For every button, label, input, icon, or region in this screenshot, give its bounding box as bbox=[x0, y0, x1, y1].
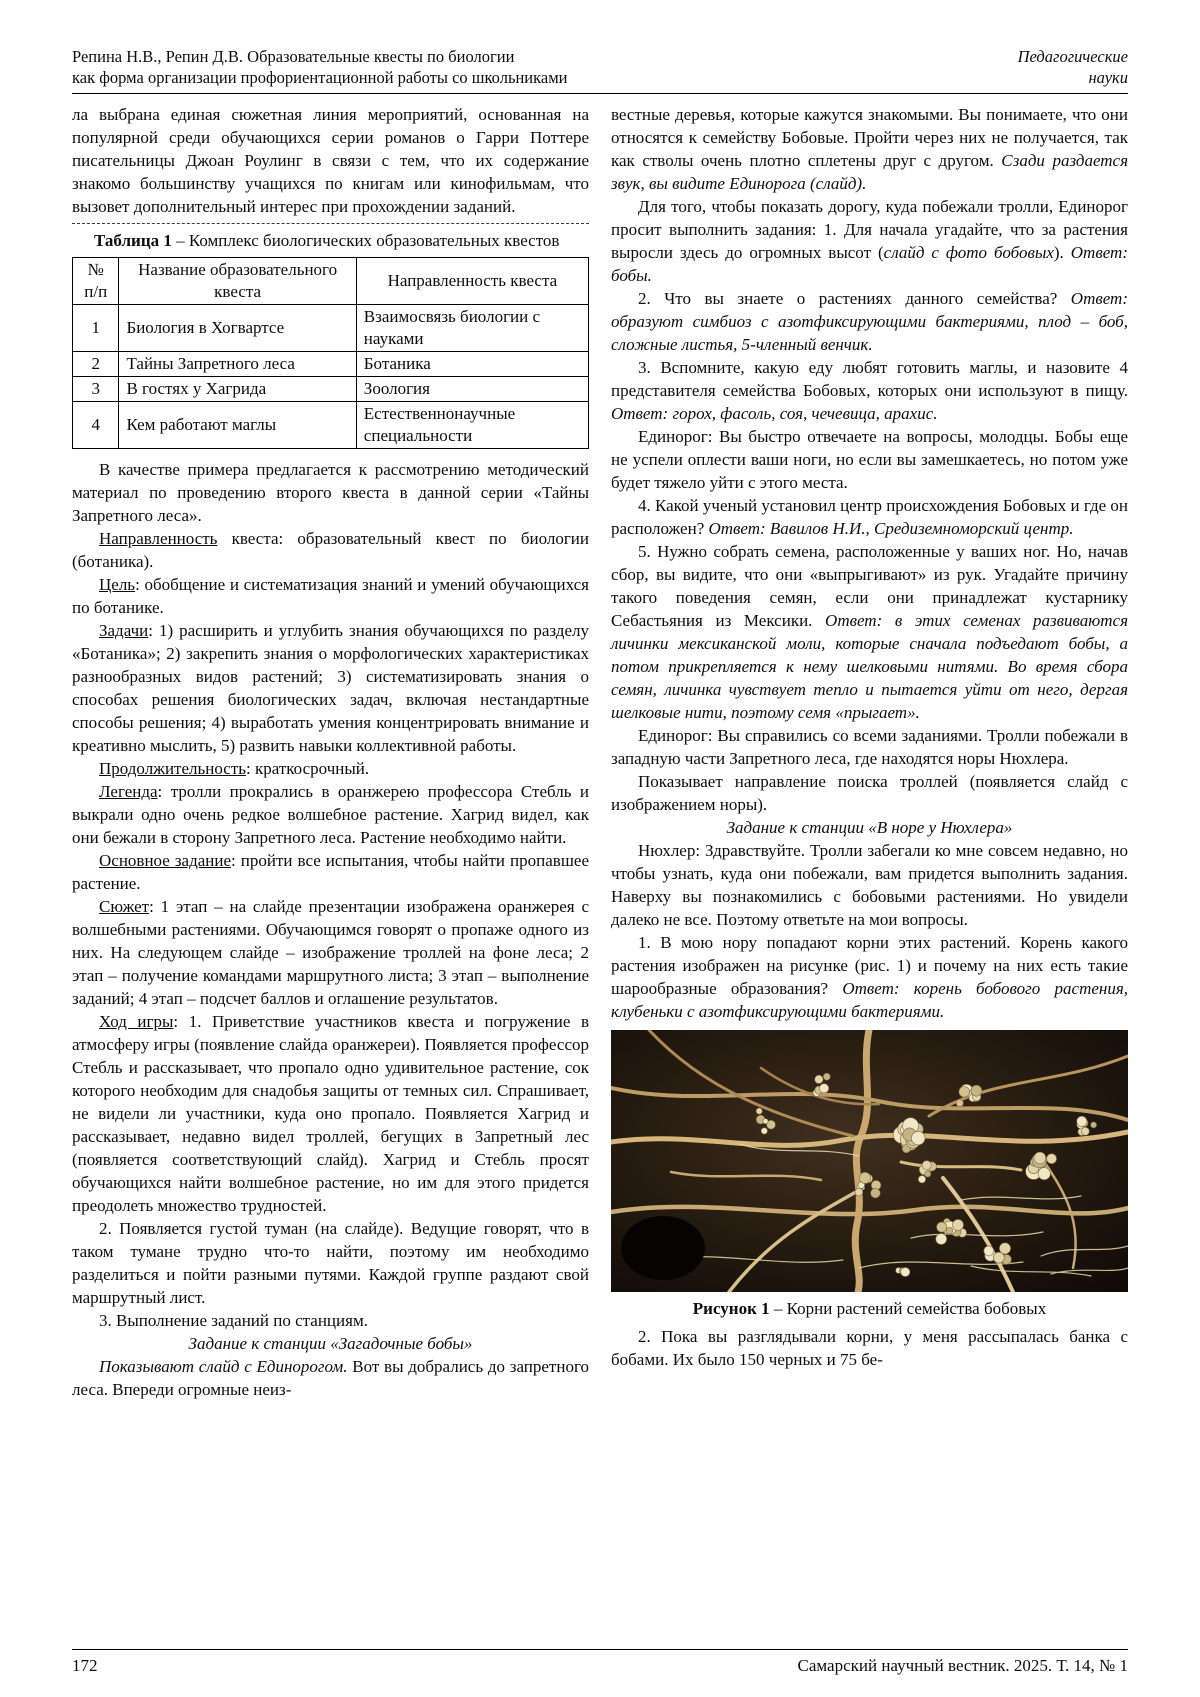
text-run: : 1 этап – на слайде презентации изображена оранжерея с волшебными растениями. Обучающимся говорят о пропаже одного из них. На следующем слайде – изображение троллей на фоне леса; 2 этап – получение командами маршрутного листа; 3 этап – выполнение заданий; 4 этап – подсчет баллов и оглашение результатов. bbox=[72, 897, 589, 1008]
nodule bbox=[871, 1188, 881, 1198]
nodule bbox=[1091, 1122, 1097, 1128]
nodule bbox=[763, 1119, 768, 1124]
table-row bbox=[73, 377, 589, 402]
text-run: Показывает направление поиска троллей (появляется слайд с изображением норы). bbox=[611, 772, 1128, 814]
nodule bbox=[1038, 1168, 1050, 1180]
nodule bbox=[1077, 1116, 1087, 1126]
paragraph bbox=[72, 757, 589, 780]
text-run: Таблица 1 bbox=[94, 231, 172, 250]
text-run: ла выбрана единая сюжетная линия мероприятий, основанная на популярной среди обучающихся серии романов о Гарри Поттере писательницы Джоан Роулинг в связи с тем, что их содержание знакомо большинству учащихся по книгам или кинофильмам, что вызовет дополнительный интерес при прохождении заданий. bbox=[72, 105, 589, 216]
nodule bbox=[815, 1075, 823, 1083]
text-run: 2. Появляется густой туман (на слайде). Ведущие говорят, что в таком тумане трудно что-то найти, поэтому им необходимо разделиться и пойти разными путями. Каждой группе раздают свой маршрутный лист. bbox=[72, 1219, 589, 1307]
paragraph bbox=[72, 1309, 589, 1332]
text-run: 5. Нужно собрать семена, расположенные у ваших ног. Но, начав сбор, вы видите, что они «выпрыгивают» из рук. Угадайте причину такого поведения семян, если они принадлежат кустарнику Себастьяния из Мексики. bbox=[611, 542, 1128, 630]
text-run: слайд с фото бобовых bbox=[883, 243, 1054, 262]
text-run: Основное задание bbox=[99, 851, 232, 870]
text-run: Ответ: бобы. bbox=[611, 243, 1128, 285]
paragraph bbox=[72, 527, 589, 573]
page-footer bbox=[72, 1649, 1128, 1677]
text-run: Сзади раздается звук, вы видите Единорога (слайд). bbox=[611, 151, 1128, 193]
table-cell: В гостях у Хагрида bbox=[119, 377, 356, 402]
text-run: Задачи bbox=[99, 621, 149, 640]
text-run: 2. Пока вы разглядывали корни, у меня рассыпалась банка с бобами. Их было 150 черных и 75 бе- bbox=[611, 1327, 1128, 1369]
paragraph bbox=[72, 458, 589, 527]
text-run: В качестве примера предлагается к рассмотрению методический материал по проведению второго квеста в данной серии «Тайны Запретного леса». bbox=[72, 460, 589, 525]
nodule bbox=[761, 1128, 767, 1134]
text-run: : 1) расширить и углубить знания обучающихся по разделу «Ботаника»; 2) закрепить знания о морфологических характеристиках разнообразных видов растений; 3) систематизировать знания о способах решения биологических задач, включая нестандартные способы решения; 4) выработать умения концентрировать внимание и креативно мыслить, 5) развить навыки коллективной работы. bbox=[72, 621, 589, 755]
nodule bbox=[859, 1172, 870, 1183]
paragraph bbox=[611, 839, 1128, 931]
station-heading bbox=[611, 816, 1128, 839]
nodule bbox=[993, 1252, 1004, 1263]
text-run: : обобщение и систематизация знаний и умений обучающихся по ботанике. bbox=[72, 575, 589, 617]
quests-table bbox=[72, 257, 589, 449]
text-run: Ход игры bbox=[99, 1012, 174, 1031]
nodule bbox=[901, 1267, 910, 1276]
table-header-cell: Направленность квеста bbox=[356, 258, 588, 305]
paragraph bbox=[611, 770, 1128, 816]
nodule bbox=[999, 1243, 1010, 1254]
nodule bbox=[1034, 1152, 1046, 1164]
paragraph bbox=[611, 540, 1128, 724]
text-run: : пройти все испытания, чтобы найти пропавшее растение. bbox=[72, 851, 590, 893]
text-run: Ответ: образуют симбиоз с азотфиксирующими бактериями, плод – боб, сложные листья, 5-членный венчик. bbox=[611, 289, 1128, 354]
paragraph bbox=[72, 1010, 589, 1217]
text-run: Направленность bbox=[99, 529, 218, 548]
table-cell: Тайны Запретного леса bbox=[119, 352, 356, 377]
roots-photo bbox=[611, 1030, 1128, 1292]
nodule bbox=[946, 1227, 953, 1234]
text-run: 3. Вспомните, какую еду любят готовить маглы, и назовите 4 представителя семейства Бобовых, которых они используют в пищу. bbox=[611, 358, 1128, 400]
nodule bbox=[925, 1171, 931, 1177]
table-row bbox=[73, 305, 589, 352]
paragraph bbox=[611, 356, 1128, 425]
figure-1-block bbox=[611, 1030, 1128, 1320]
table-header-cell: Название образовательного квеста bbox=[119, 258, 356, 305]
text-run: : краткосрочный. bbox=[246, 759, 370, 778]
text-run: Продолжительность bbox=[99, 759, 246, 778]
text-run: Легенда bbox=[99, 782, 158, 801]
left-column bbox=[72, 103, 589, 1637]
table-row bbox=[73, 352, 589, 377]
nodule bbox=[959, 1087, 970, 1098]
paragraph bbox=[611, 425, 1128, 494]
text-run: Единорог: Вы быстро отвечаете на вопросы, молодцы. Бобы еще не успели оплести ваши ноги, но если вы замешкаетесь, но потом уже будет тяжело уйти с этого места. bbox=[611, 427, 1128, 492]
paragraph bbox=[611, 103, 1128, 195]
text-run: Показывают слайд с Единорогом. bbox=[99, 1357, 348, 1376]
nodule bbox=[819, 1084, 828, 1093]
paragraph bbox=[72, 103, 589, 218]
paragraph bbox=[611, 931, 1128, 1023]
text-run: Нюхлер: Здравствуйте. Тролли забегали ко мне совсем недавно, но чтобы узнать, куда они побежали, вам придется выполнить задания. Наверху вы познакомились с бобовыми растениями. Но увидели далеко не все. Поэтому ответьте на мои вопросы. bbox=[611, 841, 1128, 929]
paragraph bbox=[611, 195, 1128, 287]
text-run: Рисунок 1 bbox=[692, 1299, 770, 1318]
text-run: квеста: образовательный квест по биологии (ботаника). bbox=[72, 529, 589, 571]
section-name-line2: науки bbox=[1088, 68, 1128, 87]
table-cell: Ботаника bbox=[356, 352, 588, 377]
paragraph bbox=[611, 1325, 1128, 1371]
running-head-line1: Репина Н.В., Репин Д.В. Образовательные квесты по биологии bbox=[72, 47, 515, 66]
table-cell: 2 bbox=[73, 352, 119, 377]
nodule bbox=[922, 1161, 931, 1170]
paragraph bbox=[72, 849, 589, 895]
nodule bbox=[911, 1131, 925, 1145]
table-cell: Взаимосвязь биологии с науками bbox=[356, 305, 588, 352]
section-name-line1: Педагогические bbox=[1017, 47, 1128, 66]
text-run: – Корни растений семейства бобовых bbox=[769, 1299, 1047, 1318]
nodule bbox=[953, 1219, 964, 1230]
page-number: 172 bbox=[72, 1656, 98, 1675]
dark-blob bbox=[621, 1216, 705, 1280]
nodule bbox=[756, 1108, 762, 1114]
table-header-row bbox=[73, 258, 589, 305]
nodule bbox=[971, 1085, 982, 1096]
station-heading bbox=[72, 1332, 589, 1355]
paragraph bbox=[72, 895, 589, 1010]
nodule bbox=[855, 1188, 863, 1196]
nodule bbox=[956, 1100, 963, 1107]
paragraph bbox=[611, 724, 1128, 770]
journal-title: Самарский научный вестник. 2025. Т. 14, № 1 bbox=[797, 1656, 1128, 1675]
nodule bbox=[984, 1246, 994, 1256]
paragraph bbox=[611, 287, 1128, 356]
text-run: 2. Что вы знаете о растениях данного семейства? bbox=[638, 289, 1071, 308]
running-head-section bbox=[1018, 46, 1128, 88]
text-run: Цель bbox=[99, 575, 136, 594]
text-run: : 1. Приветствие участников квеста и погружение в атмосферу игры (появление слайда оранжереи). Появляется профессор Стебль и рассказывает, что пропало одно удивительное растение, сок которого необходим для снадобья защиты от темных сил. Спрашивает, не видели ли участники, куда оно пропало. Появляется Хагрид и рассказывает, недавно видел троллей, бегущих в Запретный лес (появляется соответствующий слайд). Хагрид и Стебль просят обучающихся найти волшебное растение, но им для этого придется преодолеть множество трудностей. bbox=[72, 1012, 590, 1215]
text-run: – Комплекс биологических образовательных квестов bbox=[171, 231, 560, 250]
paragraph bbox=[72, 573, 589, 619]
nodule bbox=[918, 1176, 925, 1183]
table-header-cell: № п/п bbox=[73, 258, 119, 305]
text-run: : тролли прокрались в оранжерею профессора Стебль и выкрали одно очень редкое волшебное растение. Хагрид видел, как они бежали в сторону Запретного леса. Растение необходимо найти. bbox=[72, 782, 589, 847]
table-1-block bbox=[72, 223, 589, 449]
text-run: Ответ: горох, фасоль, соя, чечевица, арахис. bbox=[611, 404, 938, 423]
figure-caption bbox=[611, 1297, 1128, 1320]
nodule bbox=[823, 1073, 830, 1080]
text-run: Для того, чтобы показать дорогу, куда побежали тролли, Единорог просит выполнить задания: 1. Для начала угадайте, что за растения выросли здесь до огромных высот ( bbox=[611, 197, 1128, 262]
text-run: Задание к станции «Загадочные бобы» bbox=[188, 1334, 473, 1353]
text-run: 1. В мою нору попадают корни этих растений. Корень какого растения изображен на рисунке (рис. 1) и почему на них есть такие шарообразные образования? bbox=[611, 933, 1128, 998]
running-head bbox=[72, 46, 1128, 94]
nodule bbox=[936, 1234, 947, 1245]
table-cell: 4 bbox=[73, 402, 119, 449]
running-head-line2: как форма организации профориентационной работы со школьниками bbox=[72, 68, 568, 87]
nodule bbox=[1081, 1127, 1089, 1135]
paragraph bbox=[72, 619, 589, 757]
table-cell: Естественнонаучные специальности bbox=[356, 402, 588, 449]
text-run: Ответ: Вавилов Н.И., Средиземноморский центр. bbox=[708, 519, 1074, 538]
text-run: ). bbox=[1053, 243, 1071, 262]
table-cell: 3 bbox=[73, 377, 119, 402]
paragraph bbox=[72, 780, 589, 849]
table-cell: Биология в Хогвартсе bbox=[119, 305, 356, 352]
paragraph bbox=[72, 1355, 589, 1401]
table-row bbox=[73, 402, 589, 449]
text-run: Единорог: Вы справились со всеми заданиями. Тролли побежали в западную части Запретного леса, где находятся норы Нюхлера. bbox=[611, 726, 1128, 768]
right-column bbox=[611, 103, 1128, 1637]
two-column-content bbox=[72, 103, 1128, 1637]
paragraph bbox=[72, 1217, 589, 1309]
running-head-authors bbox=[72, 46, 568, 88]
text-run: Сюжет bbox=[99, 897, 150, 916]
table-cell: Кем работают маглы bbox=[119, 402, 356, 449]
text-run: 4. Какой ученый установил центр происхождения Бобовых и где он расположен? bbox=[611, 496, 1128, 538]
table-cell: 1 bbox=[73, 305, 119, 352]
text-run: Ответ: корень бобового растения, клубеньки с азотфиксирующими бактериями. bbox=[611, 979, 1128, 1021]
table-cell: Зоология bbox=[356, 377, 588, 402]
text-run: вестные деревья, которые кажутся знакомыми. Вы понимаете, что они относятся к семейству Бобовые. Пройти через них не получается, так как стволы очень плотно сплетены друг с другом. bbox=[611, 105, 1128, 170]
text-run: Ответ: в этих семенах развиваются личинки мексиканской моли, которые сначала подъедают бобы, а потом прикрепляется к нему шелковыми нитями. Во время сбора семян, личинка чувствует тепло и пытается уйти от него, дергая шелковые нити, поэтому семя «прыгает». bbox=[611, 611, 1128, 722]
text-run: 3. Выполнение заданий по станциям. bbox=[99, 1311, 368, 1330]
table-caption bbox=[72, 229, 589, 252]
text-run: Задание к станции «В норе у Нюхлера» bbox=[726, 818, 1013, 837]
text-run: Вот вы добрались до запретного леса. Впереди огромные неиз- bbox=[72, 1357, 589, 1399]
nodule bbox=[1047, 1154, 1057, 1164]
paragraph bbox=[611, 494, 1128, 540]
nodule bbox=[937, 1222, 947, 1232]
